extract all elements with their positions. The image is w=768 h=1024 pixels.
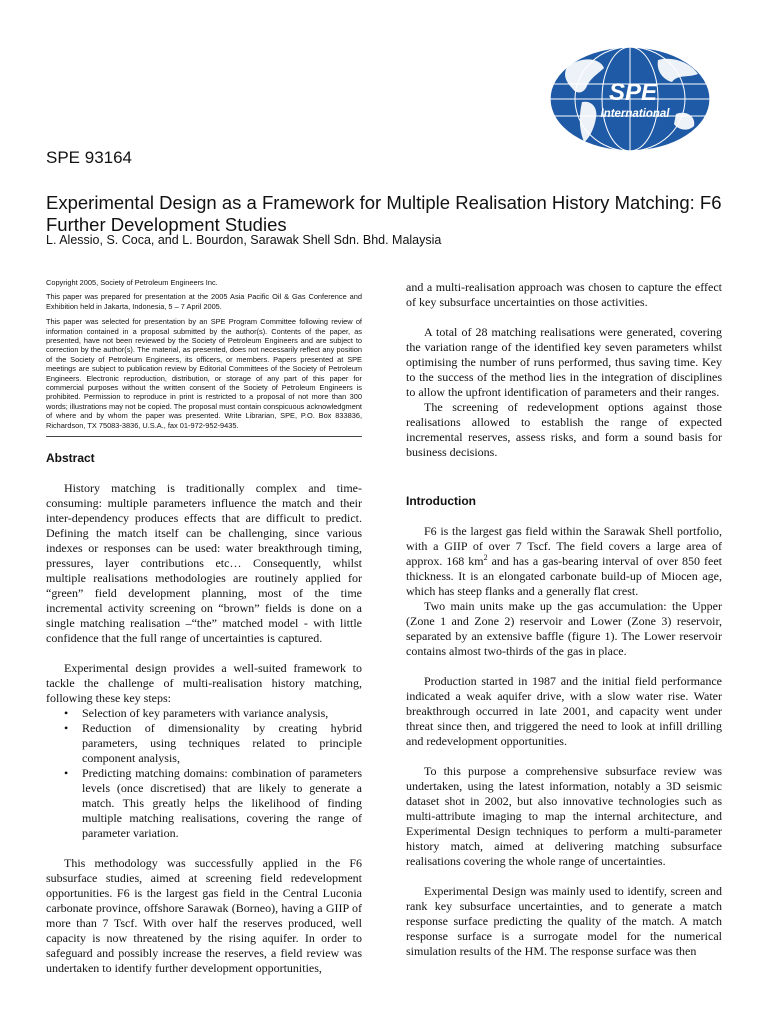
spe-international-logo bbox=[538, 44, 728, 154]
paper-authors: L. Alessio, S. Coca, and L. Bourdon, Sarawak Shell Sdn. Bhd. Malaysia bbox=[46, 233, 442, 247]
bullet-text: Selection of key parameters with variance analysis, bbox=[82, 706, 329, 721]
abstract-bullet-3 bbox=[46, 766, 362, 841]
logo-spe-text: SPE bbox=[608, 79, 658, 106]
paper-number: SPE 93164 bbox=[46, 148, 133, 167]
introduction-paragraph-3: Production started in 1987 and the initial field performance indicated a weak aquifer drive, with a slow water rise. Water breakthrough occurred in late 2001, and capacity went under threat since then, and triggered the need to look at infill drilling and redevelopment opportunities. bbox=[406, 674, 722, 748]
bullet-marker: • bbox=[64, 706, 69, 721]
abstract-paragraph-2: Experimental design provides a well-suited framework to tackle the challenge of multi-realisation history matching, following these key steps: bbox=[46, 661, 362, 706]
introduction-paragraph-1 bbox=[406, 524, 722, 599]
abstract-paragraph-5: A total of 28 matching realisations were generated, covering the variation range of the identified key seven parameters whilst optimising the number of runs performed, thus saving time. Key to the success of the method lies in the integration of disciplines to allow the upfront identification of parameters and their ranges. bbox=[406, 325, 722, 399]
introduction-paragraph-5: Experimental Design was mainly used to identify, screen and rank key subsurface uncertainties, and to generate a match response surface predicting the quality of the match. A match response surface is a surrogate model for the numerical simulation results of the HM. The response surface was then bbox=[406, 884, 722, 958]
bullet-text: Reduction of dimensionality by creating hybrid parameters, using techniques related to principle component analysis, bbox=[82, 721, 362, 766]
abstract-bullet-2 bbox=[46, 721, 362, 766]
presentation-notice: This paper was prepared for presentation at the 2005 Asia Pacific Oil & Gas Conference and Exhibition held in Jakarta, Indonesia, 5 – 7 April 2005. bbox=[46, 292, 362, 311]
front-matter-divider bbox=[46, 436, 362, 437]
bullet-marker: • bbox=[64, 721, 69, 736]
paper-title: Experimental Design as a Framework for Multiple Realisation History Matching: F6 Further Development Studies bbox=[46, 192, 722, 235]
abstract-paragraph-4: and a multi-realisation approach was chosen to capture the effect of key subsurface uncertainties on those activities. bbox=[406, 280, 722, 309]
intro-p1-text-b: and has a gas-bearing interval of over 850 feet thickness. It is an elongated carbonate build-up of Miocen age, which has steep flanks and a generally flat crest. bbox=[406, 554, 723, 598]
right-column bbox=[406, 280, 722, 959]
abstract-paragraph-3: This methodology was successfully applied in the F6 subsurface studies, aimed at screening field redevelopment opportunities. F6 is the largest gas field in the Central Luconia carbonate province, offshore Sarawak (Borneo), having a GIIP of more than 7 Tscf. With over half the reserves produced, well capacity is now threatened by the rising aquifer. In order to safeguard and possibly increase the reserves, a field review was undertaken to identify further development opportunities, bbox=[46, 856, 362, 976]
intro-p1-text-a: F6 is the largest gas field within the Sarawak Shell portfolio, with a GIIP of over 7 Tscf. The field covers a large area of approx. 168 km bbox=[406, 524, 722, 568]
abstract-bullet-1 bbox=[46, 706, 362, 721]
bullet-text: Predicting matching domains: combination of parameters levels (once discretised) that are likely to generate a match. This greatly helps the likelihood of finding multiple matching realisations, covering the range of parameter variation. bbox=[82, 766, 362, 841]
abstract-paragraph-6: The screening of redevelopment options against those realisations allowed to establish the range of expected incremental reserves, assess risks, and form a sound basis for business decisions. bbox=[406, 400, 722, 459]
introduction-heading: Introduction bbox=[406, 494, 476, 508]
intro-p1-superscript: 2 bbox=[483, 553, 488, 562]
selection-notice: This paper was selected for presentation by an SPE Program Committee following review of information contained in a proposal submitted by the author(s). Contents of the paper, as presented, have not been reviewed by the Society of Petroleum Engineers and are subject to correction by the author(s). The material, as presented, does not necessarily reflect any position of the Society of Petroleum Engineers, its officers, or members. Papers presented at SPE meetings are subject to publication review by Editorial Committees of the Society of Petroleum Engineers. Electronic reproduction, distribution, or storage of any part of this paper for commercial purposes without the written consent of the Society of Petroleum Engineers is prohibited. Permission to reproduce in print is restricted to a proposal of not more than 300 words; illustrations may not be copied. The proposal must contain conspicuous acknowledgment of where and by whom the paper was presented. Write Librarian, SPE, P.O. Box 833836, Richardson, TX 75083-3836, U.S.A., fax 01-972-952-9435. bbox=[46, 317, 362, 430]
left-column bbox=[46, 278, 362, 976]
copyright-notice: Copyright 2005, Society of Petroleum Engineers Inc. bbox=[46, 278, 218, 287]
bullet-marker: • bbox=[64, 766, 69, 781]
introduction-paragraph-2: Two main units make up the gas accumulation: the Upper (Zone 1 and Zone 2) reservoir and Lower (Zone 3) reservoir, separated by an extensive baffle (figure 1). The Lower reservoir contains almost two-thirds of the gas in place. bbox=[406, 599, 722, 658]
introduction-paragraph-4: To this purpose a comprehensive subsurface review was undertaken, using the latest information, notably a 3D seismic dataset shot in 2002, but also innovative technologies such as multi-attribute imaging to map the internal architecture, and Experimental Design techniques to perform a multi-parameter history match, aimed at delivering matching subsurface realisations covering the whole range of uncertainties. bbox=[406, 764, 722, 868]
abstract-heading: Abstract bbox=[46, 451, 95, 466]
logo-international-text: International bbox=[600, 108, 670, 120]
abstract-paragraph-1: History matching is traditionally complex and time-consuming: multiple parameters influence the match and their inter-dependency produces effects that are difficult to predict. Defining the match itself can be challenging, since various indexes or responses can be used: water breakthrough timing, pressures, layer contributions etc… Consequently, whilst multiple realisations methodologies are routinely applied for “green” field development planning, most of the time incremental activity screening on “brown” fields is done on a single matching realisation –“the” matched model - with little confidence that the full range of uncertainties is captured. bbox=[46, 481, 362, 646]
